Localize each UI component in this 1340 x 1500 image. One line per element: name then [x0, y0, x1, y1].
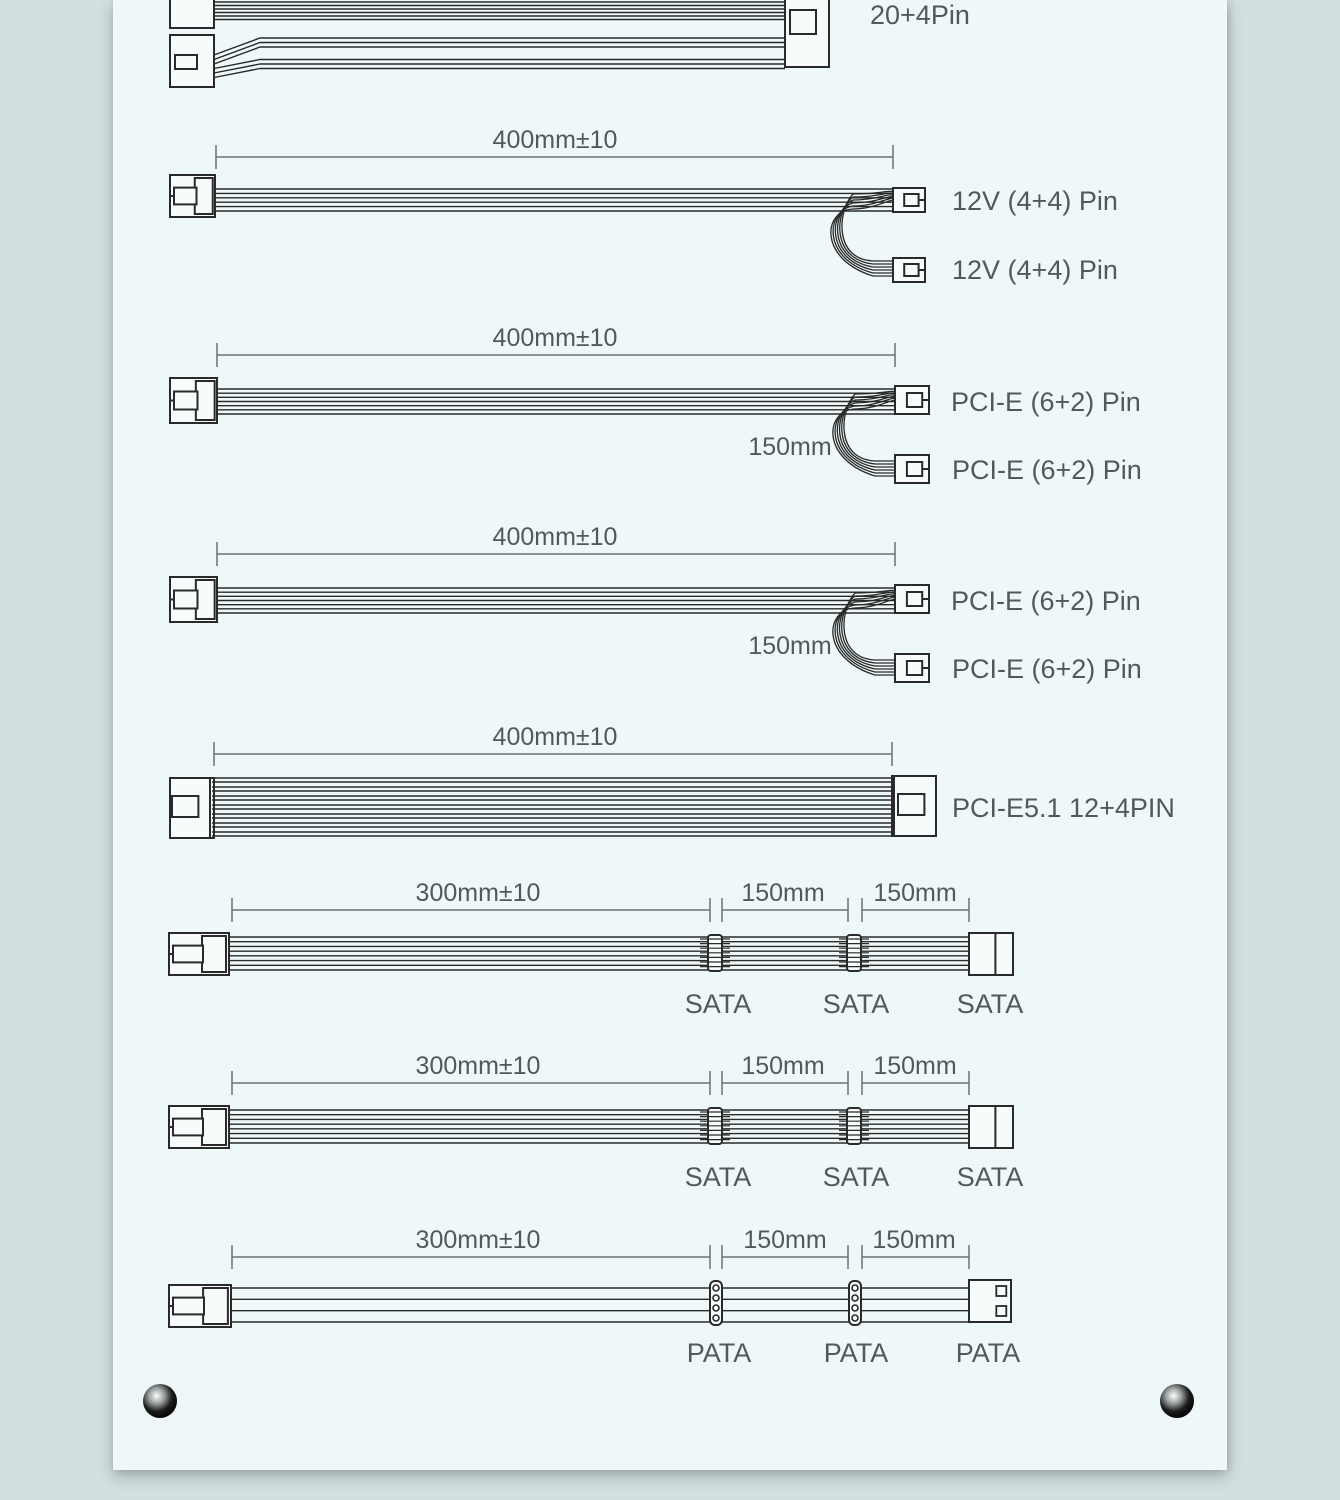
connector-latch: [203, 1288, 228, 1324]
connector-pin-block: [907, 661, 922, 675]
sata2-end-label-1: SATA: [684, 1162, 752, 1192]
pata-pin: [996, 1286, 1006, 1296]
pata-seg1-label: 300mm±10: [415, 1226, 541, 1254]
pata-end-label-3: PATA: [955, 1338, 1021, 1368]
pcie1-end-label-1: PCI-E (6+2) Pin: [951, 387, 1141, 417]
screw-icon-right: [1160, 1384, 1194, 1418]
wire: [853, 200, 896, 209]
atx-label: 20+4Pin: [870, 0, 970, 30]
connector-body: [170, 0, 214, 28]
pcie5-end-label: PCI-E5.1 12+4PIN: [952, 793, 1175, 823]
pcie5-cable: [170, 742, 936, 838]
sata2-seg2-label: 150mm: [741, 1052, 825, 1080]
atx-24pin-cable: [170, 0, 829, 87]
eps-end-label-1: 12V (4+4) Pin: [952, 186, 1118, 216]
sata2-end-label-3: SATA: [956, 1162, 1024, 1192]
pcie1-branch-label: 150mm: [748, 433, 832, 461]
sata1-end-label-1: SATA: [684, 989, 752, 1019]
sata1-seg1-label: 300mm±10: [415, 879, 541, 907]
pcie-cable-1: [170, 343, 929, 483]
connector-pin-block: [904, 194, 918, 206]
connector-latch: [196, 580, 215, 619]
eps-end-label-2: 12V (4+4) Pin: [952, 255, 1118, 285]
connector-pin-block: [173, 946, 203, 963]
sata1-end-label-2: SATA: [822, 989, 890, 1019]
pata-pin: [996, 1306, 1006, 1316]
sata-cable-1: [169, 898, 1013, 975]
pcie1-end-label-2: PCI-E (6+2) Pin: [952, 455, 1142, 485]
pata-seg2-label: 150mm: [743, 1226, 827, 1254]
sata1-end-label-3: SATA: [956, 989, 1024, 1019]
connector-pin-block: [904, 264, 918, 276]
connector-pin-block: [907, 592, 922, 606]
wire: [214, 69, 785, 78]
connector-pin-block: [174, 591, 198, 609]
connector-pin-block: [907, 462, 922, 476]
pcie2-end-label-2: PCI-E (6+2) Pin: [952, 654, 1142, 684]
pcie5-length-label: 400mm±10: [492, 723, 618, 751]
pcie2-length-label: 400mm±10: [492, 523, 618, 551]
sata1-seg3-label: 150mm: [873, 879, 957, 907]
connector-pin-block: [174, 392, 198, 410]
pata-clip: [849, 1281, 861, 1325]
connector-pin-block: [898, 794, 924, 815]
pcie2-end-label-1: PCI-E (6+2) Pin: [951, 586, 1141, 616]
sata-cable-2: [169, 1071, 1013, 1148]
connector-pin-block: [173, 1119, 203, 1136]
wire: [214, 47, 785, 64]
connector-pin-block: [907, 393, 922, 407]
eps-length-label: 400mm±10: [492, 126, 618, 154]
sata2-end-label-2: SATA: [822, 1162, 890, 1192]
pata-seg3-label: 150mm: [872, 1226, 956, 1254]
sata-end-connector: [969, 1106, 1013, 1148]
connector-latch: [196, 381, 215, 420]
pata-clip: [710, 1281, 722, 1325]
pata-end-label-1: PATA: [686, 1338, 752, 1368]
pata-end-label-2: PATA: [823, 1338, 889, 1368]
connector-pin-block: [172, 796, 198, 817]
connector-pin-block: [174, 188, 197, 205]
sata1-seg2-label: 150mm: [741, 879, 825, 907]
pcie-cable-2: [170, 542, 929, 682]
pcie2-branch-label: 150mm: [748, 632, 832, 660]
connector-pin-block: [175, 55, 197, 69]
sata2-seg1-label: 300mm±10: [415, 1052, 541, 1080]
connector-latch: [202, 1109, 226, 1145]
connector-pin-block: [790, 10, 816, 34]
sata-end-connector: [969, 933, 1013, 975]
sata2-seg3-label: 150mm: [873, 1052, 957, 1080]
pata-cable: [169, 1245, 1011, 1327]
wire: [214, 43, 785, 60]
screw-icon-left: [143, 1384, 177, 1418]
eps-cable: [170, 145, 925, 282]
pcie1-length-label: 400mm±10: [492, 324, 618, 352]
connector-latch: [202, 936, 226, 972]
connector-pin-block: [173, 1298, 204, 1315]
